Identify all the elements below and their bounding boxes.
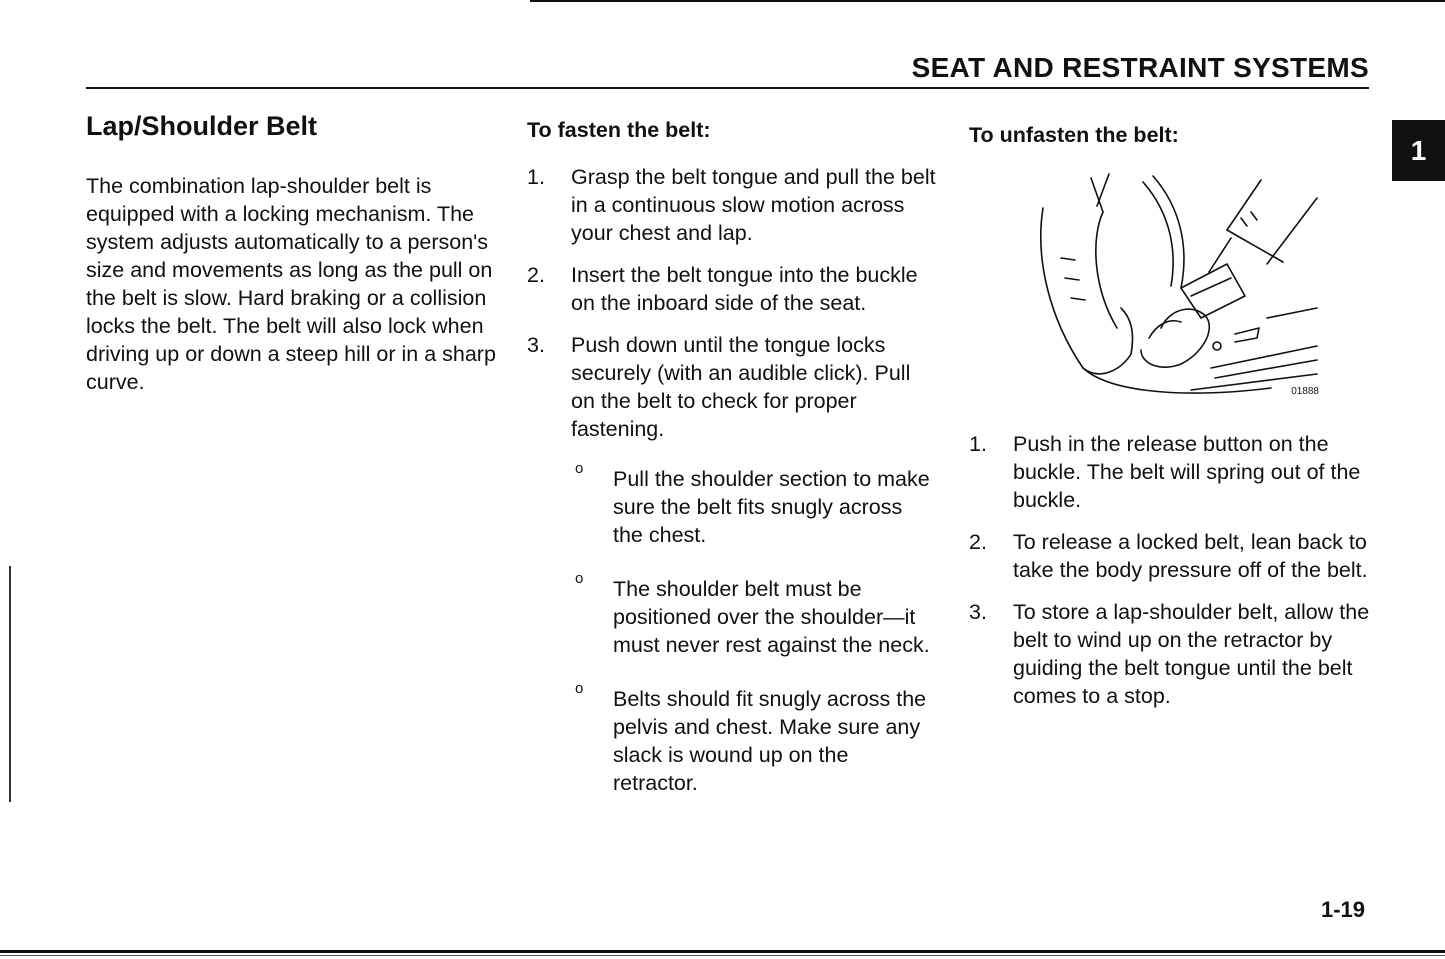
list-item [969, 430, 1379, 514]
section-title: SEAT AND RESTRAINT SYSTEMS [911, 52, 1369, 83]
step-number: 1. [969, 432, 987, 456]
bullet-mark: o [575, 570, 584, 587]
step-number: 2. [969, 530, 987, 554]
bullet-text: Belts should fit snugly across the pelvis and chest. Make sure any slack is wound up on the retractor. [613, 687, 927, 795]
step-number: 3. [969, 600, 987, 624]
fasten-column [527, 115, 937, 817]
step-number: 1. [527, 165, 545, 189]
bullet-text: Pull the shoulder section to make sure the belt fits snugly across the chest. [613, 467, 930, 547]
step-text: Push down until the tongue locks securely (with an audible click). Pull on the belt to check for proper fastening. [571, 333, 911, 441]
step-text: Push in the release button on the buckle. The belt will spring out of the buckle. [1013, 432, 1361, 512]
unfasten-steps [969, 430, 1379, 710]
bullet-item [571, 679, 937, 797]
list-item [527, 163, 937, 247]
step-text: To release a locked belt, lean back to take the body pressure off of the belt. [1013, 530, 1368, 582]
header-rule [86, 87, 1369, 89]
figure-id: 01888 [1291, 386, 1319, 397]
list-item [969, 528, 1379, 584]
fasten-bullets [571, 459, 937, 797]
bottom-rule-thin [0, 955, 1445, 956]
buckle-release-illustration [1031, 168, 1321, 408]
step-number: 3. [527, 333, 545, 357]
bullet-item [571, 569, 937, 659]
margin-line [9, 566, 11, 802]
intro-paragraph: The combination lap-shoulder belt is equipped with a locking mechanism. The system adjusts automatically to a person's size and movements as long as the pull on the belt is slow. Hard braking or a collision locks the belt. The belt will also lock when driving up or down a steep hill or in a sharp curve. [86, 174, 496, 394]
step-text: To store a lap-shoulder belt, allow the belt to wind up on the retractor by guiding the belt tongue until the belt comes to a stop. [1013, 600, 1370, 708]
chapter-tab: 1 [1392, 120, 1445, 181]
buckle-illustration-drawing [1031, 168, 1321, 408]
bottom-rule [0, 950, 1445, 953]
bullet-text: The shoulder belt must be positioned over the shoulder—it must never rest against the neck. [613, 577, 930, 657]
fasten-steps [527, 163, 937, 797]
list-item [527, 261, 937, 317]
bullet-item [571, 459, 937, 549]
left-column [86, 108, 496, 396]
step-text: Grasp the belt tongue and pull the belt in a continuous slow motion across your chest and lap. [571, 165, 936, 245]
unfasten-column [969, 120, 1379, 724]
fasten-heading: To fasten the belt: [527, 118, 711, 142]
step-number: 2. [527, 263, 545, 287]
step-text: Insert the belt tongue into the buckle on the inboard side of the seat. [571, 263, 918, 315]
page-heading: Lap/Shoulder Belt [86, 111, 318, 141]
top-rule [530, 0, 1445, 2]
page-number: 1-19 [1320, 897, 1365, 922]
list-item [527, 331, 937, 797]
bullet-mark: o [575, 680, 584, 697]
unfasten-heading: To unfasten the belt: [969, 123, 1179, 147]
list-item [969, 598, 1379, 710]
bullet-mark: o [575, 460, 584, 477]
